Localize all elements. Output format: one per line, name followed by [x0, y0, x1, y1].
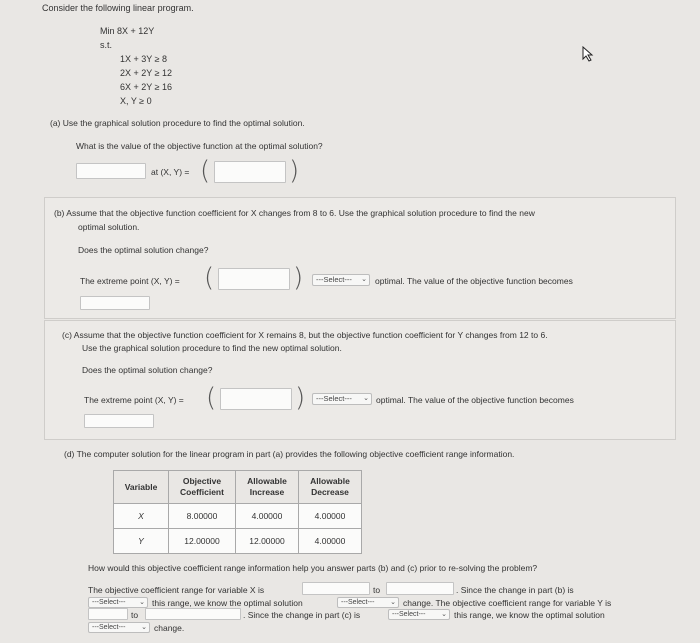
- part-b-prompt-line1: (b) Assume that the objective function coefficient for X changes from 8 to 6. Use the graphical solution procedure to find the new: [54, 208, 535, 218]
- part-d-line4-text: change.: [154, 623, 185, 633]
- table-cell: 4.00000: [236, 504, 299, 529]
- optimal-point-input[interactable]: [214, 161, 286, 183]
- part-a-prompt: (a) Use the graphical solution procedure to find the optimal solution.: [50, 118, 305, 128]
- select-label: ---Select---: [316, 394, 352, 403]
- x-optimal-change-select[interactable]: [337, 597, 399, 608]
- part-d-line1-tail: . Since the change in part (b) is: [456, 585, 574, 595]
- part-d-line3-text: . Since the change in part (c) is: [243, 610, 361, 620]
- at-xy-label: at (X, Y) =: [151, 167, 190, 177]
- table-cell: 4.00000: [299, 529, 362, 554]
- close-paren: ): [293, 263, 304, 293]
- select-label: ---Select---: [92, 624, 126, 631]
- close-paren: ): [295, 383, 306, 413]
- lp-st: s.t.: [100, 40, 113, 50]
- chevron-down-icon: ⌄: [139, 599, 145, 606]
- lp-nonneg: X, Y ≥ 0: [120, 96, 152, 106]
- x-range-lower-input[interactable]: [302, 582, 370, 595]
- table-cell: 12.00000: [169, 529, 236, 554]
- chevron-down-icon: ⌄: [361, 276, 367, 283]
- y-range-upper-input[interactable]: [145, 608, 241, 620]
- table-cell: Y: [114, 529, 169, 554]
- part-d-line2-tail: change. The objective coefficient range for variable Y is: [403, 598, 612, 608]
- part-d-question: How would this objective coefficient range information help you answer parts (b) and (c) prior to re-solving the problem?: [88, 563, 538, 573]
- part-c-after-select: optimal. The value of the objective function becomes: [376, 395, 574, 405]
- part-b-optimal-select[interactable]: [312, 274, 370, 286]
- lp-constraint-3: 6X + 2Y ≥ 16: [120, 82, 173, 92]
- mouse-pointer-icon: [580, 46, 596, 62]
- open-paren: (: [206, 383, 217, 413]
- table-header-objective-coefficient: Objective Coefficient: [169, 471, 236, 504]
- part-b-range-select[interactable]: [88, 597, 148, 608]
- part-d-line1-text: The objective coefficient range for variable X is: [88, 585, 265, 595]
- lp-objective: Min 8X + 12Y: [100, 26, 155, 36]
- part-b-objective-value-input[interactable]: [80, 296, 150, 310]
- table-cell: X: [114, 504, 169, 529]
- table-header-variable: Variable: [114, 471, 169, 504]
- part-a-question: What is the value of the objective function at the optimal solution?: [76, 141, 323, 151]
- open-paren: (: [204, 263, 215, 293]
- part-c-prompt-line2: Use the graphical solution procedure to find the new optimal solution.: [82, 343, 342, 353]
- objective-coefficient-table: [113, 470, 362, 554]
- part-c-extreme-point-input[interactable]: [220, 388, 292, 410]
- y-optimal-change-select[interactable]: [88, 622, 150, 633]
- close-paren: ): [289, 156, 300, 186]
- chevron-down-icon: ⌄: [390, 599, 396, 606]
- part-d-line2-text: this range, we know the optimal solution: [152, 598, 303, 608]
- lp-constraint-1: 1X + 3Y ≥ 8: [120, 54, 168, 64]
- table-header-allowable-increase: Allowable Increase: [236, 471, 299, 504]
- table-cell: 4.00000: [299, 504, 362, 529]
- open-paren: (: [200, 156, 211, 186]
- table-row: [114, 529, 362, 554]
- table-cell: 8.00000: [169, 504, 236, 529]
- part-d-line3-tail: this range, we know the optimal solution: [454, 610, 605, 620]
- part-d-prompt: (d) The computer solution for the linear program in part (a) provides the following objective coefficient range information.: [64, 449, 515, 459]
- intro-text: Consider the following linear program.: [42, 3, 194, 13]
- chevron-down-icon: ⌄: [141, 624, 147, 631]
- x-range-upper-input[interactable]: [386, 582, 454, 595]
- table-header-allowable-decrease: Allowable Decrease: [299, 471, 362, 504]
- part-c-prompt-line1: (c) Assume that the objective function coefficient for X remains 8, but the objective function coefficient for Y changes from 12 to 6.: [62, 330, 548, 340]
- part-b-after-select: optimal. The value of the objective function becomes: [375, 276, 573, 286]
- lp-constraint-2: 2X + 2Y ≥ 12: [120, 68, 173, 78]
- y-range-lower-input[interactable]: [88, 608, 128, 620]
- part-c-optimal-select[interactable]: [312, 393, 372, 405]
- chevron-down-icon: ⌄: [363, 395, 369, 402]
- part-c-range-select[interactable]: [388, 609, 450, 620]
- part-c-question: Does the optimal solution change?: [82, 365, 213, 375]
- table-row: [114, 504, 362, 529]
- part-b-extreme-point-input[interactable]: [218, 268, 290, 290]
- to-label: to: [373, 585, 381, 595]
- objective-value-input[interactable]: [76, 163, 146, 179]
- select-label: ---Select---: [92, 599, 126, 606]
- part-c-extreme-label: The extreme point (X, Y) =: [84, 395, 184, 405]
- select-label: ---Select---: [341, 599, 375, 606]
- to-label: to: [131, 610, 139, 620]
- part-b-prompt-line2: optimal solution.: [78, 222, 140, 232]
- part-c-objective-value-input[interactable]: [84, 414, 154, 428]
- table-cell: 12.00000: [236, 529, 299, 554]
- select-label: ---Select---: [316, 275, 352, 284]
- part-b-extreme-label: The extreme point (X, Y) =: [80, 276, 180, 286]
- part-b-question: Does the optimal solution change?: [78, 245, 209, 255]
- select-label: ---Select---: [392, 611, 426, 618]
- chevron-down-icon: ⌄: [441, 611, 447, 618]
